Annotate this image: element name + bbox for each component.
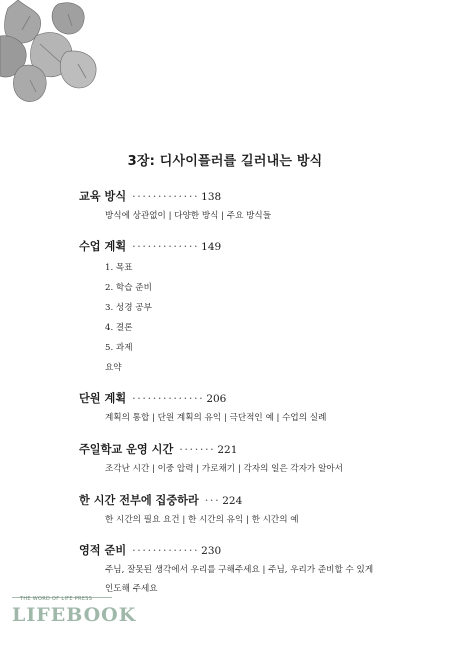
section-title: 교육 방식 xyxy=(79,190,127,203)
subtopics: 계획의 통합 | 단원 계획의 유익 | 극단적인 예 | 수업의 실례 xyxy=(105,413,327,423)
page-number: 206 xyxy=(206,393,227,405)
subtopics: 주님, 잘못된 생각에서 우리를 구해주세요 | 주님, 우리가 준비할 수 있게 xyxy=(105,565,374,575)
list-item: 5. 과제 xyxy=(105,343,133,353)
leader-dots: ············· xyxy=(132,240,200,253)
leader-dots: ······· xyxy=(179,443,216,456)
chapter-title: 3장: 디사이플러를 길러내는 방식 xyxy=(127,154,323,169)
subtopics: 조각난 시간 | 이중 압력 | 가로채기 | 각자의 일은 각자가 알아서 xyxy=(105,464,343,474)
page-number: 138 xyxy=(201,191,222,203)
section-title: 수업 계획 xyxy=(79,240,127,253)
list-item: 요약 xyxy=(105,363,122,373)
toc-section-teaching-methods xyxy=(79,187,409,237)
list-item: 4. 결론 xyxy=(105,323,133,333)
page-number: 221 xyxy=(217,444,238,456)
subtopics: 한 시간의 필요 요건 | 한 시간의 유익 | 한 시간의 예 xyxy=(105,515,299,525)
toc-section-unit-plan xyxy=(79,389,409,440)
leader-dots: ············· xyxy=(132,190,200,203)
section-title: 주일학교 운영 시간 xyxy=(79,443,174,456)
leader-dots: ··· xyxy=(204,494,221,507)
toc-section-spiritual-preparation xyxy=(79,541,409,601)
toc-section-lesson-plan xyxy=(79,237,409,389)
page-number: 149 xyxy=(201,241,222,253)
publisher-tagline: THE WORD OF LIFE PRESS xyxy=(20,596,93,602)
list-item: 2. 학습 준비 xyxy=(105,283,152,293)
list-item: 1. 목표 xyxy=(105,263,133,273)
section-title: 단원 계획 xyxy=(79,392,127,405)
section-title: 영적 준비 xyxy=(79,544,127,557)
table-of-contents xyxy=(79,187,409,601)
toc-section-sunday-school-time xyxy=(79,440,409,491)
subtopics: 인도해 주세요 xyxy=(105,584,158,594)
section-title: 한 시간 전부에 집중하라 xyxy=(79,494,199,507)
leader-dots: ·············· xyxy=(132,392,205,405)
page-number: 224 xyxy=(222,495,243,507)
leaf-illustration xyxy=(0,0,115,115)
publisher-name: LIFEBOOK xyxy=(12,604,137,626)
leader-dots: ············· xyxy=(132,544,200,557)
toc-section-whole-hour xyxy=(79,491,409,541)
page-number: 230 xyxy=(201,545,222,557)
publisher-logo xyxy=(12,595,137,640)
list-item: 3. 성경 공부 xyxy=(105,303,152,313)
subtopics: 방식에 상관없이 | 다양한 방식 | 주요 방식들 xyxy=(105,211,272,221)
